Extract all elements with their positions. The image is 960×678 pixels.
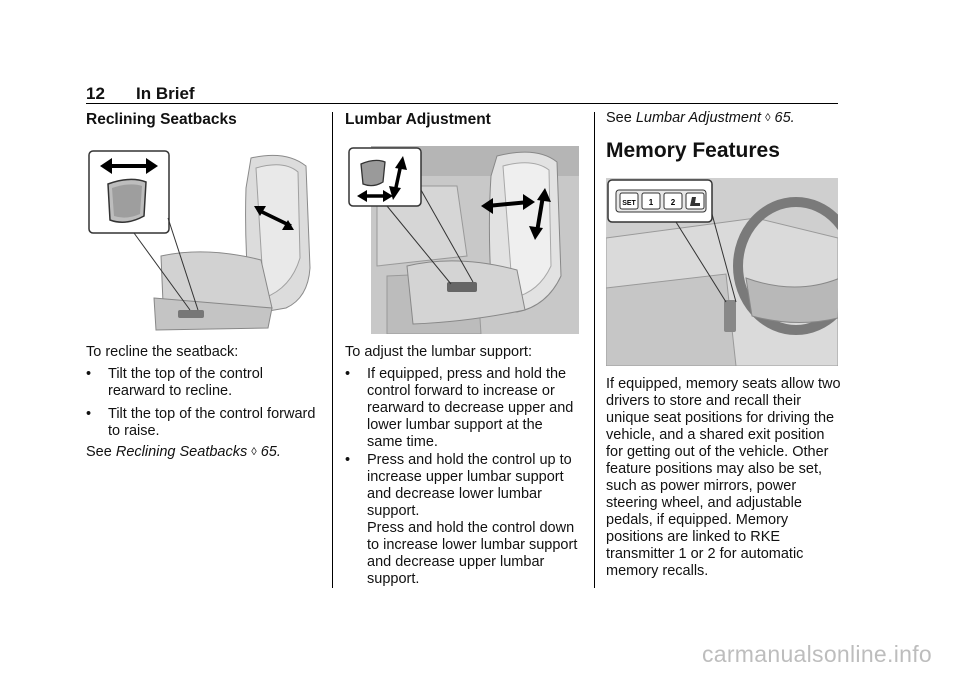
bullet-text: Press and hold the control up to increase upper lumbar support and decrease lower lumbar support. bbox=[367, 452, 572, 519]
see-prefix: See bbox=[86, 444, 116, 460]
see-page: 65. bbox=[260, 444, 281, 460]
see-page: 65. bbox=[774, 110, 795, 126]
lumbar-continuation: Press and hold the control down to increase lower lumbar support and decrease upper lumbar support. bbox=[367, 520, 578, 587]
heading-lumbar-adjustment: Lumbar Adjustment bbox=[345, 111, 491, 128]
lumbar-control-illustration bbox=[347, 146, 579, 334]
set-button-label: SET bbox=[622, 200, 636, 207]
column-lumbar bbox=[345, 108, 581, 587]
bullet-marker: • bbox=[345, 366, 351, 382]
page-ref-icon: ◊ bbox=[251, 446, 257, 458]
reclining-control-illustration bbox=[86, 148, 316, 334]
section-title: In Brief bbox=[136, 84, 195, 103]
column-divider-2 bbox=[594, 112, 595, 588]
see-prefix: See bbox=[606, 110, 636, 126]
page-number: 12 bbox=[86, 84, 105, 103]
column-divider-1 bbox=[332, 112, 333, 588]
memory-2-button-label: 2 bbox=[670, 198, 676, 207]
bullet-marker: • bbox=[86, 406, 92, 422]
memory-body: If equipped, memory seats allow two drivers to store and recall their unique seat positions for driving the vehicle, and a shared exit position for getting out of the vehicle. Other feature positions may also be set, such as power mirrors, power steering wheel, and adjustable pedals, if equipped. Memory positions are linked to RKE transmitter 1 or 2 for automatic memory recalls. bbox=[606, 376, 841, 579]
see-link-lumbar-adjustment[interactable]: Lumbar Adjustment bbox=[635, 110, 762, 126]
page-header bbox=[86, 84, 838, 104]
header-rule bbox=[86, 103, 838, 104]
memory-1-button-label: 1 bbox=[648, 198, 654, 207]
watermark: carmanualsonline.info bbox=[701, 641, 932, 667]
memory-buttons-illustration bbox=[606, 178, 838, 366]
see-link-reclining-seatbacks[interactable]: Reclining Seatbacks bbox=[115, 444, 248, 460]
bullet-text: If equipped, press and hold the control forward to increase or rearward to decrease upper and lower lumbar support at the same time. bbox=[367, 366, 574, 450]
bullet-marker: • bbox=[345, 452, 351, 468]
heading-reclining-seatbacks: Reclining Seatbacks bbox=[86, 111, 237, 128]
heading-memory-features: Memory Features bbox=[606, 139, 780, 162]
page-ref-icon: ◊ bbox=[765, 112, 771, 124]
column-reclining bbox=[86, 108, 322, 460]
bullet-marker: • bbox=[86, 366, 92, 382]
reclining-see-reference bbox=[86, 444, 322, 461]
bullet-text: Tilt the top of the control rearward to recline. bbox=[108, 366, 264, 399]
lumbar-see-reference bbox=[606, 110, 842, 127]
lumbar-intro: To adjust the lumbar support: bbox=[345, 344, 532, 360]
reclining-intro: To recline the seatback: bbox=[86, 344, 239, 360]
bullet-text: Tilt the top of the control forward to raise. bbox=[108, 406, 316, 439]
